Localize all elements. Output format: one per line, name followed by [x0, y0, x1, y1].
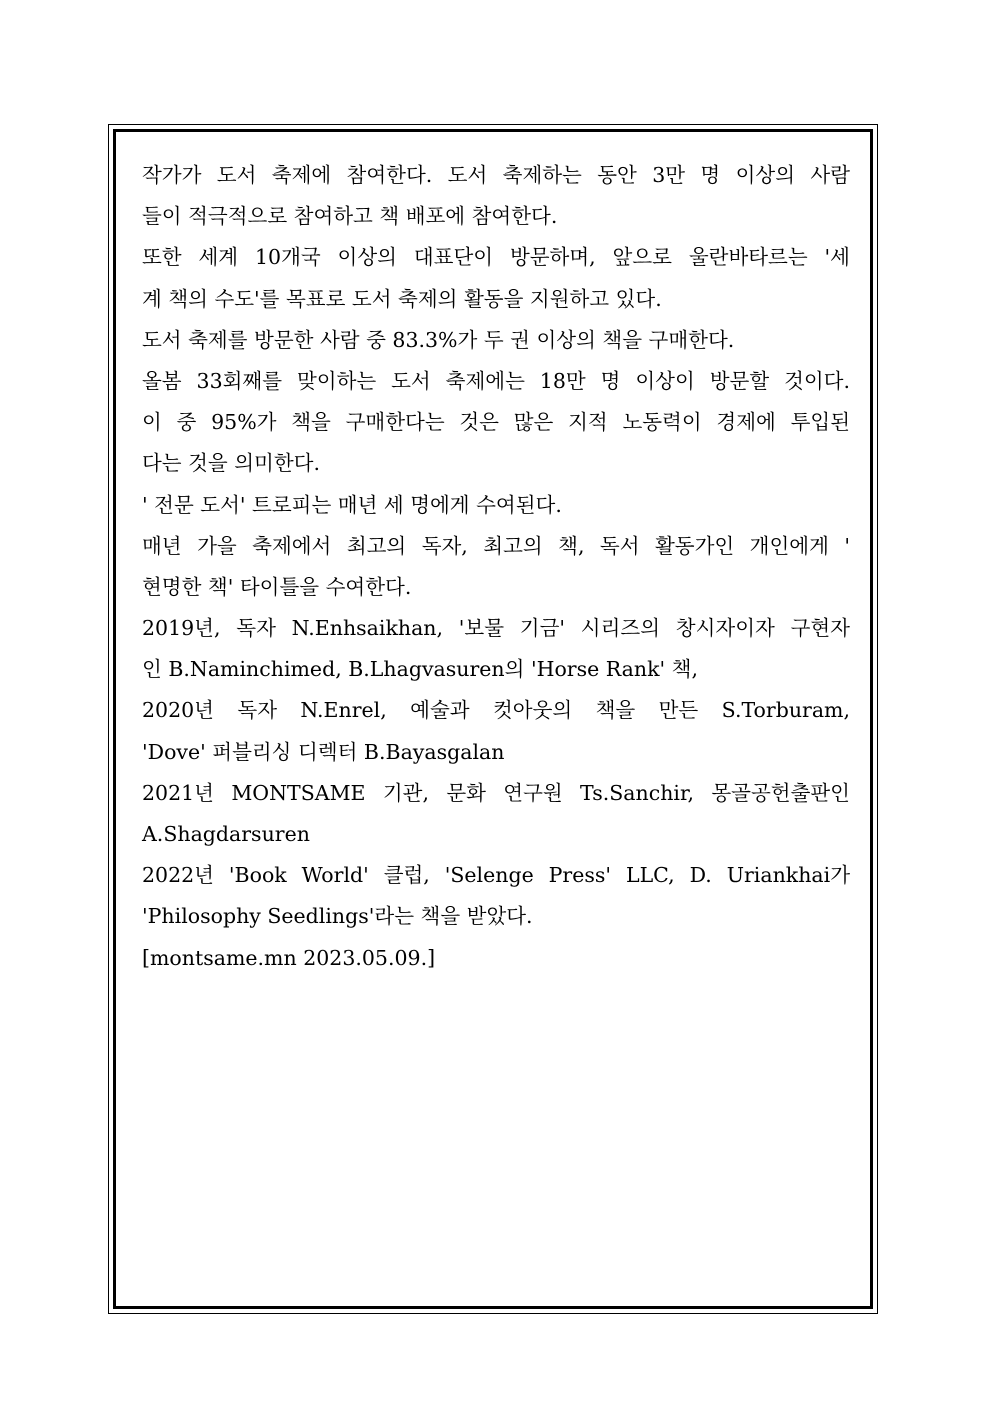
- text-line: A.Shagdarsuren: [142, 822, 310, 846]
- text-line: 2022년 'Book World' 클럽, 'Selenge Press' LLC, D. Uriankhai가: [142, 863, 850, 888]
- text-line: 작가가 도서 축제에 참여한다. 도서 축제하는 동안 3만 명 이상의 사람: [142, 163, 850, 187]
- text-line: 도서 축제를 방문한 사람 중 83.3%가 두 권 이상의 책을 구매한다.: [142, 327, 735, 352]
- text-line: 올봄 33회째를 맞이하는 도서 축제에는 18만 명 이상이 방문할 것이다.: [142, 368, 850, 393]
- text-line: 이 중 95%가 책을 구매한다는 것은 많은 지적 노동력이 경제에 투입된: [142, 410, 850, 435]
- text-line: ' 전문 도서' 트로피는 매년 세 명에게 수여된다.: [142, 492, 562, 517]
- text-line: 2019년, 독자 N.Enhsaikhan, '보물 기금' 시리즈의 창시자이자 구현자: [142, 616, 850, 641]
- text-line: 또한 세계 10개국 이상의 대표단이 방문하며, 앞으로 울란바타르는 '세: [142, 245, 850, 270]
- document-body: [142, 155, 850, 979]
- text-line: 'Dove' 퍼블리싱 디렉터 B.Bayasgalan: [142, 739, 505, 764]
- text-line: 2021년 MONTSAME 기관, 문화 연구원 Ts.Sanchir, 몽골공헌출판인: [142, 780, 850, 805]
- text-line: 매년 가을 축제에서 최고의 독자, 최고의 책, 독서 활동가인 개인에게 ': [142, 533, 850, 558]
- text-line: 'Philosophy Seedlings'라는 책을 받았다.: [142, 904, 533, 929]
- text-line: 계 책의 수도'를 목표로 도서 축제의 활동을 지원하고 있다.: [142, 286, 662, 311]
- text-line: 들이 적극적으로 참여하고 책 배포에 참여한다.: [142, 204, 558, 229]
- source-citation: [montsame.mn 2023.05.09.]: [142, 945, 436, 970]
- text-line: 인 B.Naminchimed, B.Lhagvasuren의 'Horse Rank' 책,: [142, 657, 698, 682]
- text-line: 2020년 독자 N.Enrel, 예술과 컷아웃의 책을 만든 S.Torburam,: [142, 698, 850, 723]
- text-line: 다는 것을 의미한다.: [142, 451, 320, 476]
- text-line: 현명한 책' 타이틀을 수여한다.: [142, 574, 412, 599]
